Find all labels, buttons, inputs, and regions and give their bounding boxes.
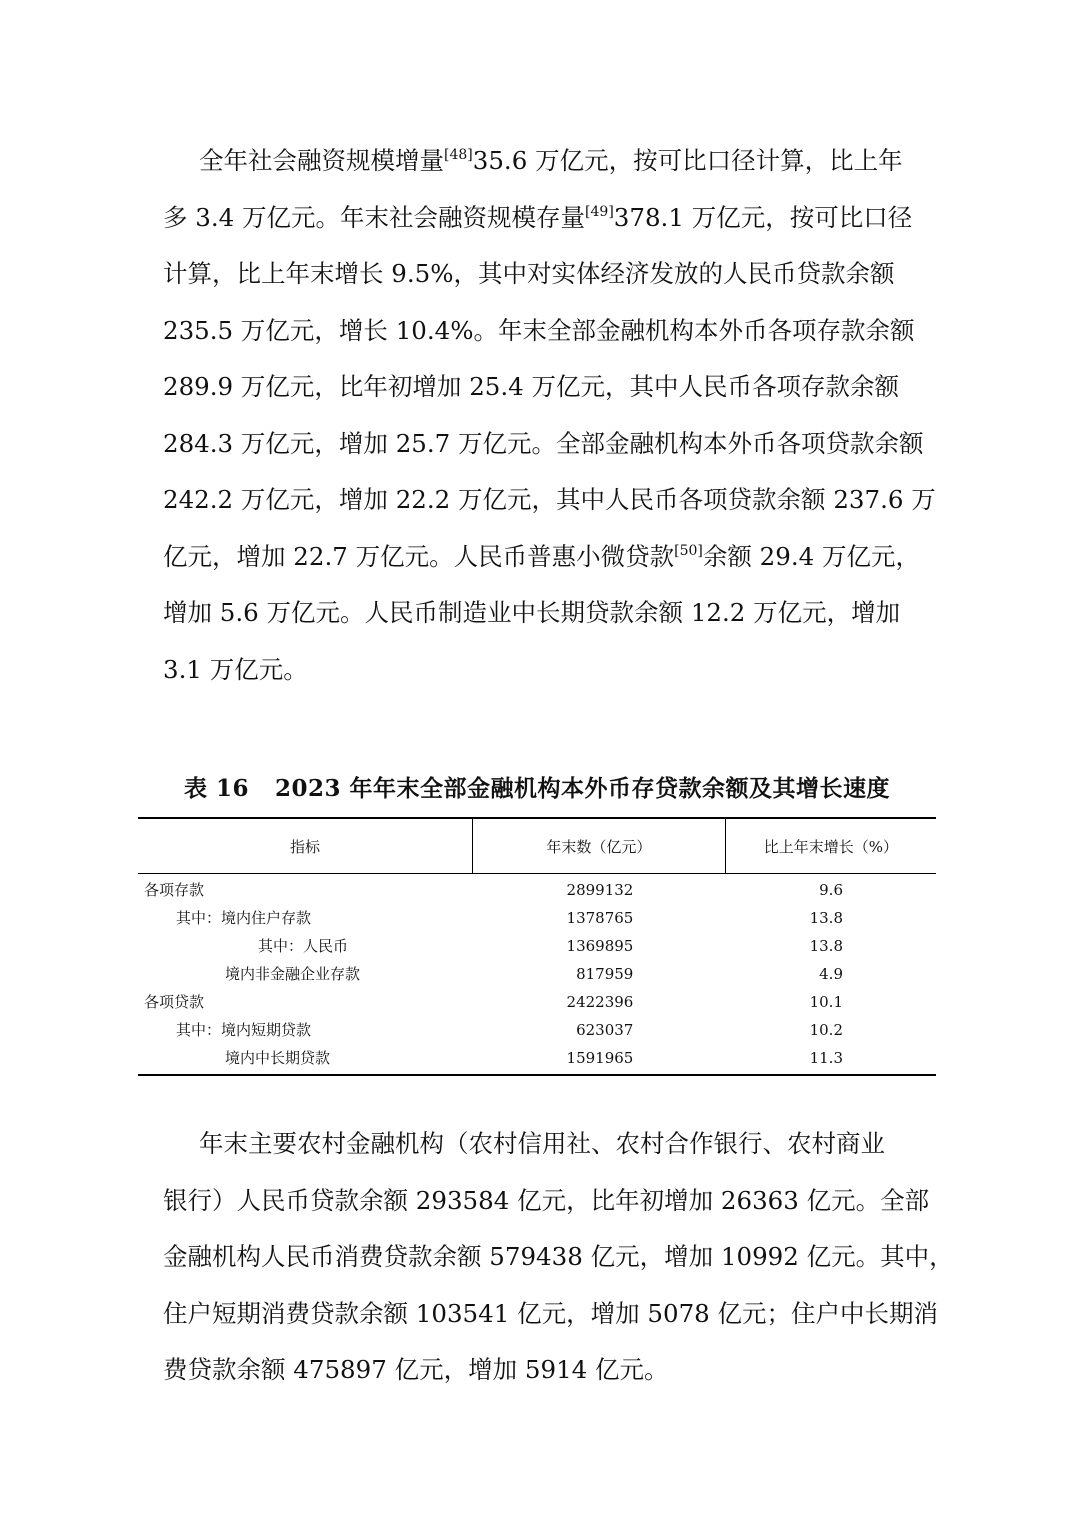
text-line: 3.1 万亿元。 [163,654,308,684]
row-growth: 9.6 [819,881,843,899]
table-row [138,904,936,932]
text-line: 金融机构人民币消费贷款余额 579438 亿元，增加 10992 亿元。其中， [163,1242,954,1271]
row-growth: 13.8 [809,909,843,927]
table-row [138,988,936,1016]
row-label: 各项贷款 [144,993,205,1011]
row-growth: 11.3 [725,1044,936,1075]
text-line: 全年社会融资规模增量[48]35.6 万亿元，按可比口径计算，比上年 [199,146,903,175]
text-line: 费贷款余额 475897 亿元，增加 5914 亿元。 [163,1355,669,1384]
table-caption: 2023 年年末全部金融机构本外币存贷款余额及其增长速度 [274,775,891,802]
row-growth: 4.9 [819,965,843,983]
footnote-ref[interactable]: [50] [674,542,703,559]
row-value: 1369895 [566,937,634,955]
row-value: 1591965 [472,1044,725,1075]
row-value: 817959 [576,965,634,983]
paragraph-rural-consumer-loans [163,1116,954,1399]
footnote-ref[interactable]: [48] [444,147,473,163]
header-indicator: 指标 [138,818,472,874]
row-value: 623037 [576,1021,634,1039]
text-line: 多 3.4 万亿元。年末社会融资规模存量[49]378.1 万亿元，按可比口径 [163,202,913,232]
row-label: 各项存款 [144,881,205,899]
table-row [138,874,936,905]
text-line: 284.3 万亿元，增加 25.7 万亿元。全部金融机构本外币各项贷款余额 [163,428,924,458]
row-value: 1378765 [566,909,634,927]
text-line: 计算，比上年末增长 9.5%，其中对实体经济发放的人民币贷款余额 [163,259,895,288]
row-label: 其中：人民币 [258,937,349,955]
row-growth: 13.8 [809,937,843,955]
text-line: 亿元，增加 22.7 万亿元。人民币普惠小微贷款[50]余额 29.4 万亿元， [163,541,921,571]
text-line: 242.2 万亿元，增加 22.2 万亿元，其中人民币各项贷款余额 237.6 万 [163,485,936,514]
row-label: 境内中长期贷款 [138,1044,472,1075]
table-row [138,960,936,988]
table-row [138,932,936,960]
header-growth: 比上年末增长（%） [725,818,936,874]
row-growth: 10.1 [809,993,843,1011]
row-growth: 10.2 [809,1021,843,1039]
table-header-row [138,818,936,874]
row-value: 2422396 [566,993,634,1011]
paragraph-social-financing [163,133,936,698]
text-line: 年末主要农村金融机构（农村信用社、农村合作银行、农村商业 [199,1129,885,1158]
row-label: 境内非金融企业存款 [225,965,361,983]
text-line: 289.9 万亿元，比年初增加 25.4 万亿元，其中人民币各项存款余额 [163,372,900,401]
row-value: 2899132 [566,881,634,899]
deposits-loans-table [138,817,936,1076]
row-label: 其中：境内住户存款 [176,909,312,927]
text-line: 住户短期消费贷款余额 103541 亿元，增加 5078 亿元；住户中长期消 [163,1298,939,1328]
header-year-end-amount: 年末数（亿元） [472,818,725,874]
table-row [138,1016,936,1044]
table-number: 表 16 [183,775,249,802]
text-line: 增加 5.6 万亿元。人民币制造业中长期贷款余额 12.2 万亿元，增加 [163,598,901,627]
table-row [138,1044,936,1075]
footnote-ref[interactable]: [49] [585,203,614,220]
row-label: 其中：境内短期贷款 [176,1021,312,1039]
text-line: 235.5 万亿元，增长 10.4%。年末全部金融机构本外币各项存款余额 [163,315,915,345]
table-title [0,770,1074,803]
text-line: 银行）人民币贷款余额 293584 亿元，比年初增加 26363 亿元。全部 [163,1185,930,1215]
